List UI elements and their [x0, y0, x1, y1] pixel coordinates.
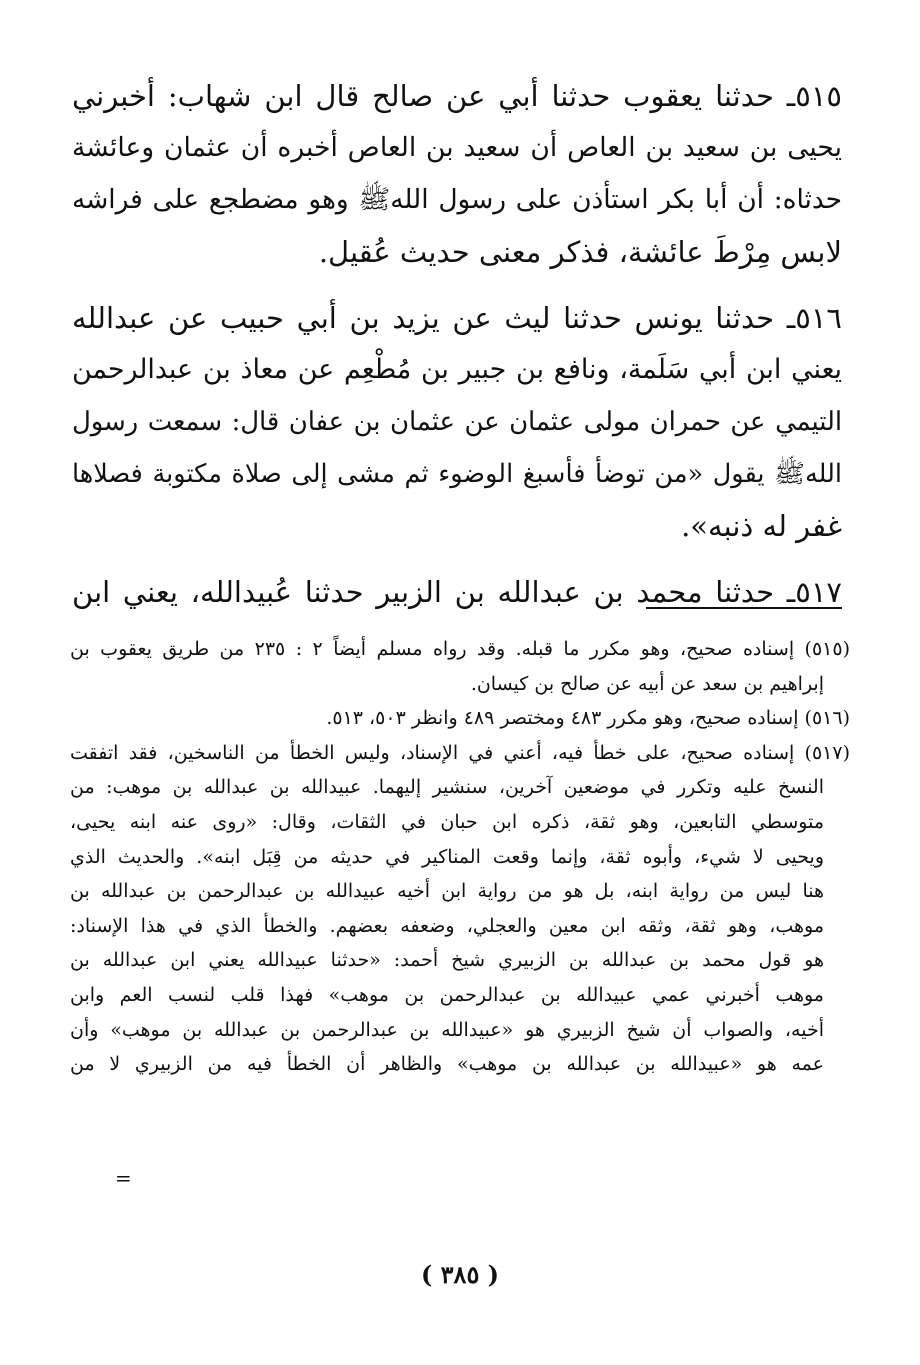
text-line: ٥١٥ـ حدثنا يعقوب حدثنا أبي عن صالح قال ابن شهاب: أخبرني — [72, 79, 842, 113]
footnote-line: هنا ليس من رواية ابنه، بل هو من رواية ابن أخيه عبيدالله بن عبدالرحمن بن عبدالله بن — [70, 880, 824, 903]
text-line: لابس مِرْطَ عائشة، فذكر معنى حديث عُقيل. — [318, 235, 842, 269]
footnote-516 — [70, 701, 850, 736]
hadith-515 — [72, 70, 842, 278]
text-line: التيمي عن حمران مولى عثمان عن عثمان بن عفان قال: سمعت رسول — [72, 407, 842, 437]
footnote-line: (٥١٥) إسناده صحيح، وهو مكرر ما قبله. وقد رواه مسلم أيضاً ٢ : ٢٣٥ من طريق يعقوب بن — [70, 638, 851, 660]
footnote-515 — [70, 632, 850, 701]
footnote-line: موهب أخبرني عمي عبيدالله بن عبدالرحمن بن موهب» فهذا قلب لنسب العم وابن — [70, 983, 824, 1006]
footnote-line: هو قول محمد بن عبدالله بن الزبيري شيخ أحمد: «حدثنا عبيدالله يعني ابن عبدالله بن — [70, 949, 824, 972]
footnote-line: متوسطي التابعين، وهو ثقة، ذكره ابن حبان في الثقات، وقال: «روى عنه ابنه يحيى، — [70, 810, 824, 833]
hadith-517 — [72, 566, 842, 618]
text-line: ٥١٧ـ حدثنا محمد بن عبدالله بن الزبير حدثنا عُبيدالله، يعني ابن — [72, 575, 842, 609]
hadith-516 — [72, 292, 842, 552]
footnote-line: عمه هو «عبيدالله بن عبدالله بن موهب» والظاهر أن الخطأ فيه من الزبيري لا من — [70, 1053, 824, 1076]
footnote-line: (٥١٦) إسناده صحيح، وهو مكرر ٤٨٣ ومختصر ٤٨٩ وانظر ٥٠٣، ٥١٣. — [326, 707, 850, 730]
text-line: حدثاه: أن أبا بكر استأذن على رسول اللهﷺ وهو مضطجع على فراشه — [72, 185, 842, 215]
footnote-line: إبراهيم بن سعد عن أبيه عن صالح بن كيسان. — [470, 672, 824, 695]
text-line: ٥١٦ـ حدثنا يونس حدثنا ليث عن يزيد بن أبي حبيب عن عبدالله — [72, 301, 842, 335]
page-number: ( ٣٨٥ ) — [420, 1260, 500, 1289]
footnote-line: النسخ عليه وتكرر في موضعين آخرين، سنشير إليهما. عبيدالله بن عبدالله بن موهب: من — [70, 776, 824, 799]
continuation-mark: = — [115, 1166, 132, 1190]
footnote-separator — [646, 607, 842, 609]
footnote-line: ويحيى لا شيء، وأبوه ثقة، وإنما وقعت المناكير في حديثه من قِبَل ابنه». والحديث الذي — [70, 845, 824, 868]
footnotes — [70, 632, 850, 1082]
text-line: يعني ابن أبي سَلَمة، ونافع بن جبير بن مُطْعِم عن معاذ بن عبدالرحمن — [72, 354, 842, 385]
text-line: اللهﷺ يقول «من توضأ فأسبغ الوضوء ثم مشى إلى صلاة مكتوبة فصلاها — [72, 459, 842, 489]
text-line: غفر له ذنبه». — [681, 509, 842, 543]
footnote-line: موهب، وهو ثقة، وثقه ابن معين والعجلي، وضعفه بعضهم. والخطأ الذي في هذا الإسناد: — [70, 914, 824, 937]
footnote-517 — [70, 736, 850, 1082]
footnote-line: أخيه، والصواب أن شيخ الزبيري هو «عبيدالله بن عبدالرحمن بن عبدالله بن موهب» وأن — [70, 1018, 824, 1041]
footnote-line: (٥١٧) إسناده صحيح، على خطأ فيه، أعني في الإسناد، وليس الخطأ من الناسخين، فقد اتفقت — [70, 741, 850, 764]
text-line: يحيى بن سعيد بن العاص أن سعيد بن العاص أخبره أن عثمان وعائشة — [72, 132, 842, 163]
main-text — [72, 70, 842, 618]
